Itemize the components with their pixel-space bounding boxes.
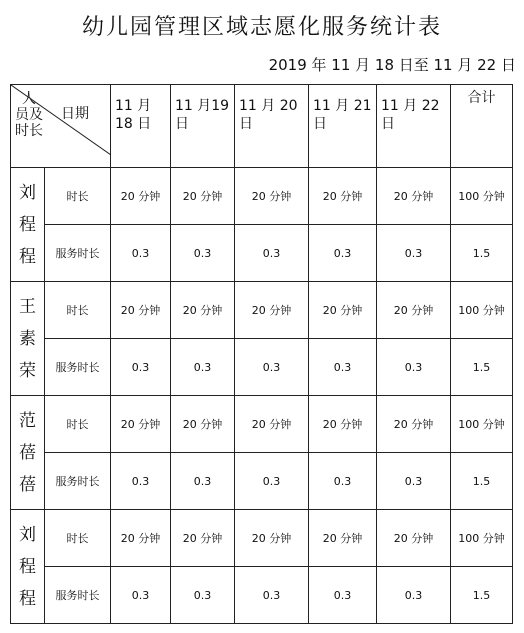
service-cell: 0.3 [171,567,235,624]
duration-cell: 20 分钟 [111,510,171,567]
duration-cell: 20 分钟 [377,282,451,339]
table-body [11,168,513,624]
day-header: 11 月 22 日 [377,85,451,168]
service-cell: 0.3 [377,567,451,624]
duration-cell: 20 分钟 [111,396,171,453]
person-name [11,396,45,510]
service-total-cell: 1.5 [451,225,513,282]
service-cell: 0.3 [309,567,377,624]
header-row [11,85,513,168]
service-cell: 0.3 [235,225,309,282]
duration-cell: 20 分钟 [377,510,451,567]
table-row [11,225,513,282]
document-title: 幼儿园管理区域志愿化服务统计表 [81,15,442,40]
duration-cell: 20 分钟 [171,282,235,339]
statistics-table [10,84,513,624]
person-name-char: 程 [19,556,36,577]
duration-label: 时长 [45,510,111,567]
duration-cell: 20 分钟 [377,396,451,453]
corner-person-label: 人 员及 时长 [15,91,43,139]
person-name-char: 荣 [19,360,36,381]
person-name-char: 蓓 [19,474,36,495]
service-cell: 0.3 [377,225,451,282]
service-label: 服务时长 [45,225,111,282]
total-header: 合计 [451,85,513,168]
person-name [11,510,45,624]
duration-cell: 20 分钟 [235,282,309,339]
table-row [11,168,513,225]
table-row [11,453,513,510]
date-range: 2019 年 11 月 18 日至 11 月 22 日 [268,56,516,74]
duration-cell: 20 分钟 [235,168,309,225]
service-cell: 0.3 [171,225,235,282]
service-cell: 0.3 [235,339,309,396]
duration-label: 时长 [45,396,111,453]
duration-cell: 20 分钟 [309,510,377,567]
person-name-char: 素 [19,328,36,349]
duration-cell: 20 分钟 [171,396,235,453]
service-cell: 0.3 [235,567,309,624]
day-header: 11 月 20 日 [235,85,309,168]
service-label: 服务时长 [45,339,111,396]
duration-cell: 20 分钟 [309,396,377,453]
duration-total-cell: 100 分钟 [451,510,513,567]
day-header: 11 月19 日 [171,85,235,168]
corner-date-label: 日期 [61,106,89,122]
duration-cell: 20 分钟 [309,282,377,339]
table-row [11,567,513,624]
service-total-cell: 1.5 [451,339,513,396]
duration-label: 时长 [45,282,111,339]
service-cell: 0.3 [171,339,235,396]
person-name-char: 范 [19,410,36,431]
service-cell: 0.3 [111,339,171,396]
duration-cell: 20 分钟 [235,510,309,567]
duration-cell: 20 分钟 [111,282,171,339]
day-header: 11 月 21 日 [309,85,377,168]
duration-cell: 20 分钟 [377,168,451,225]
day-header: 11 月18 日 [111,85,171,168]
duration-total-cell: 100 分钟 [451,168,513,225]
table-row [11,282,513,339]
person-name-char: 刘 [19,182,36,203]
service-cell: 0.3 [111,225,171,282]
service-total-cell: 1.5 [451,453,513,510]
service-cell: 0.3 [309,225,377,282]
duration-cell: 20 分钟 [171,510,235,567]
service-cell: 0.3 [309,453,377,510]
person-name-char: 程 [19,246,36,267]
person-name-char: 程 [19,214,36,235]
service-cell: 0.3 [377,339,451,396]
duration-cell: 20 分钟 [309,168,377,225]
person-name-char: 程 [19,588,36,609]
service-cell: 0.3 [309,339,377,396]
duration-cell: 20 分钟 [111,168,171,225]
service-label: 服务时长 [45,567,111,624]
duration-cell: 20 分钟 [171,168,235,225]
service-cell: 0.3 [171,453,235,510]
person-name [11,168,45,282]
person-name-char: 刘 [19,524,36,545]
table-row [11,339,513,396]
service-cell: 0.3 [377,453,451,510]
corner-header [11,85,111,168]
service-label: 服务时长 [45,453,111,510]
duration-cell: 20 分钟 [235,396,309,453]
person-name-char: 蓓 [19,442,36,463]
duration-total-cell: 100 分钟 [451,396,513,453]
service-cell: 0.3 [235,453,309,510]
service-cell: 0.3 [111,453,171,510]
person-name [11,282,45,396]
person-name-char: 王 [19,296,36,317]
table-row [11,510,513,567]
service-total-cell: 1.5 [451,567,513,624]
table-row [11,396,513,453]
duration-label: 时长 [45,168,111,225]
service-cell: 0.3 [111,567,171,624]
duration-total-cell: 100 分钟 [451,282,513,339]
